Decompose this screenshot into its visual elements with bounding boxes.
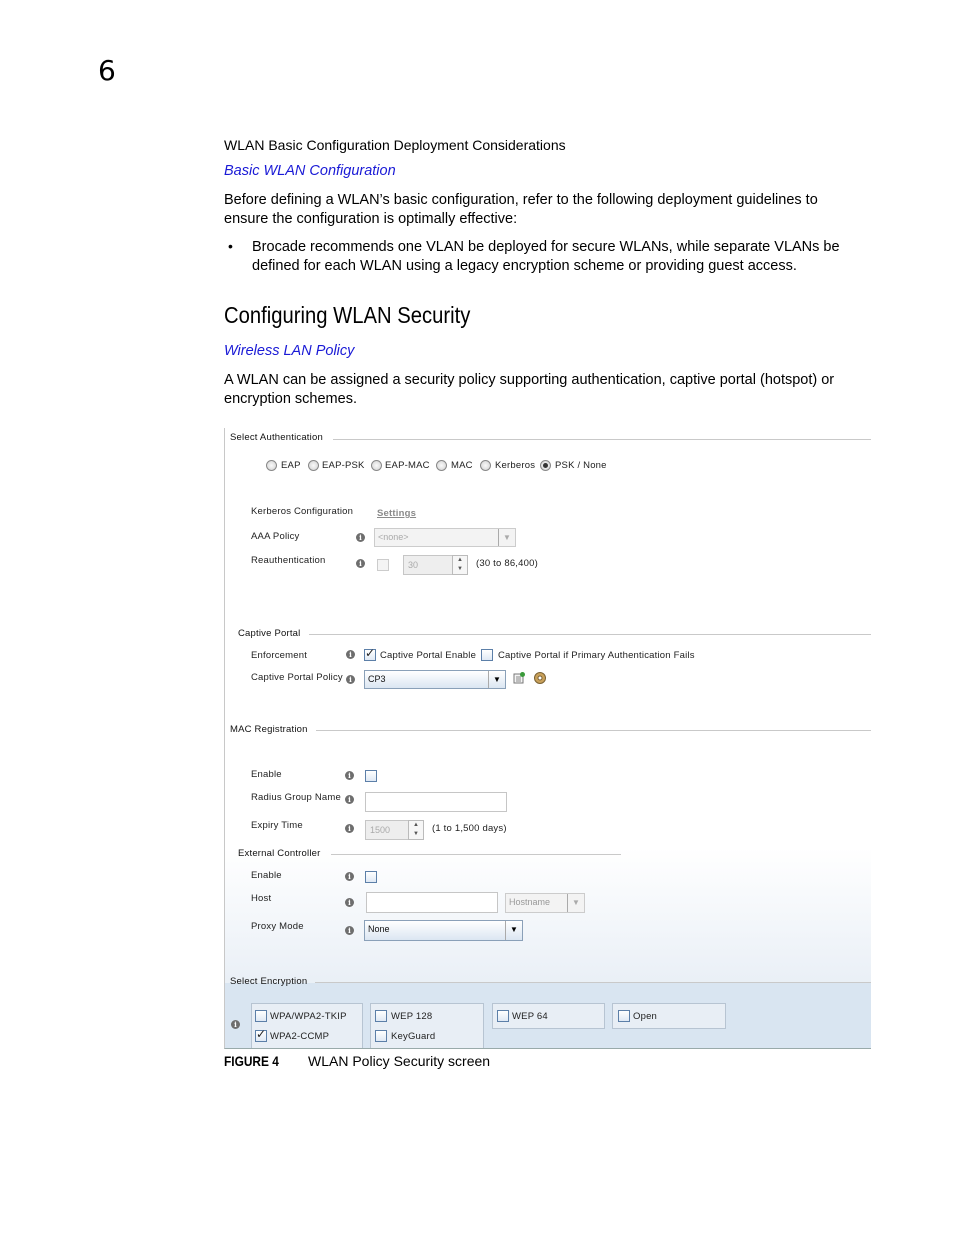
radio-kerberos[interactable] bbox=[480, 460, 491, 471]
wpa-tkip-label: WPA/WPA2-TKIP bbox=[270, 1011, 347, 1022]
figure-caption: WLAN Policy Security screen bbox=[308, 1053, 491, 1069]
captive-portal-enable-checkbox[interactable] bbox=[364, 649, 376, 661]
kerberos-config-label: Kerberos Configuration bbox=[251, 506, 354, 517]
keyguard-label: KeyGuard bbox=[391, 1031, 436, 1042]
chevron-down-icon: ▼ bbox=[567, 894, 584, 912]
security-paragraph: A WLAN can be assigned a security policy supporting authentication, captive portal (hotspot) or encryption schemes. bbox=[224, 372, 835, 407]
enforcement-label: Enforcement bbox=[251, 650, 308, 661]
captive-portal-policy-label: Captive Portal Policy bbox=[251, 672, 343, 683]
captive-portal-policy-select[interactable] bbox=[364, 670, 506, 689]
chevron-down-icon: ▼ bbox=[505, 921, 522, 940]
keyguard-checkbox[interactable] bbox=[375, 1030, 387, 1042]
info-icon: i bbox=[345, 795, 354, 804]
captive-portal-enable-label: Captive Portal Enable bbox=[380, 650, 477, 661]
radio-eap-psk-label: EAP-PSK bbox=[322, 460, 365, 471]
captive-portal-if-fail-checkbox[interactable] bbox=[481, 649, 493, 661]
reauthentication-spinner[interactable] bbox=[403, 555, 463, 575]
wep128-label: WEP 128 bbox=[391, 1011, 433, 1022]
spinner-arrows-icon[interactable]: ▲ ▼ bbox=[408, 820, 424, 840]
radius-group-name-label: Radius Group Name bbox=[251, 792, 341, 803]
info-icon: i bbox=[346, 650, 355, 659]
radio-mac-label: MAC bbox=[451, 460, 473, 471]
reauthentication-value: 30 bbox=[408, 560, 419, 570]
intro-paragraph: Before defining a WLAN’s basic configuration, refer to the following deployment guidelines to ensure the configuration is optimally effective: bbox=[224, 192, 818, 227]
select-authentication-title: Select Authentication bbox=[230, 432, 323, 443]
info-icon: i bbox=[231, 1020, 240, 1029]
kerberos-settings-link[interactable]: Settings bbox=[377, 508, 417, 519]
info-icon: i bbox=[346, 675, 355, 684]
spinner-arrows-icon[interactable]: ▲ ▼ bbox=[452, 555, 468, 575]
aaa-policy-value: <none> bbox=[378, 532, 409, 542]
gear-icon[interactable] bbox=[533, 671, 547, 685]
info-icon: i bbox=[345, 872, 354, 881]
proxy-mode-value: None bbox=[368, 924, 390, 934]
info-icon: i bbox=[356, 559, 365, 568]
aaa-policy-label: AAA Policy bbox=[251, 531, 300, 542]
wpa2-ccmp-checkbox[interactable] bbox=[255, 1030, 267, 1042]
wpa-tkip-checkbox[interactable] bbox=[255, 1010, 267, 1022]
expiry-time-range: (1 to 1,500 days) bbox=[432, 823, 507, 834]
radio-kerberos-label: Kerberos bbox=[495, 460, 536, 471]
mac-registration-title: MAC Registration bbox=[230, 724, 308, 735]
radio-psk-none[interactable] bbox=[540, 460, 551, 471]
add-policy-icon[interactable] bbox=[513, 672, 525, 684]
expiry-time-spinner[interactable] bbox=[365, 820, 419, 840]
chevron-down-icon: ▼ bbox=[488, 671, 505, 688]
chevron-down-icon: ▼ bbox=[498, 529, 515, 546]
radius-group-name-input[interactable] bbox=[365, 792, 507, 812]
mac-enable-label: Enable bbox=[251, 769, 282, 780]
radio-psk-none-label: PSK / None bbox=[555, 460, 607, 471]
radio-eap-mac-label: EAP-MAC bbox=[385, 460, 430, 471]
info-icon: i bbox=[345, 824, 354, 833]
expiry-time-label: Expiry Time bbox=[251, 820, 303, 831]
wlan-security-screenshot bbox=[224, 428, 871, 1049]
reauthentication-checkbox[interactable] bbox=[377, 559, 389, 571]
expiry-time-value: 1500 bbox=[370, 825, 391, 835]
reauthentication-range: (30 to 86,400) bbox=[476, 558, 538, 569]
open-label: Open bbox=[633, 1011, 658, 1022]
captive-portal-title: Captive Portal bbox=[238, 628, 301, 639]
radio-eap-psk[interactable] bbox=[308, 460, 319, 471]
select-encryption-title: Select Encryption bbox=[230, 976, 308, 987]
ext-enable-label: Enable bbox=[251, 870, 282, 881]
bullet-text: Brocade recommends one VLAN be deployed for secure WLANs, while separate VLANs be defined for each WLAN using a legacy encryption scheme or providing guest access. bbox=[252, 239, 840, 274]
info-icon: i bbox=[356, 533, 365, 542]
chapter-number: 6 bbox=[98, 54, 116, 87]
host-label: Host bbox=[251, 893, 272, 904]
info-icon: i bbox=[345, 771, 354, 780]
proxy-mode-select[interactable] bbox=[364, 920, 523, 941]
reauthentication-label: Reauthentication bbox=[251, 555, 326, 566]
host-type-value: Hostname bbox=[509, 897, 551, 907]
radio-eap-mac[interactable] bbox=[371, 460, 382, 471]
host-type-select[interactable] bbox=[505, 893, 585, 913]
open-checkbox[interactable] bbox=[618, 1010, 630, 1022]
radio-eap-label: EAP bbox=[281, 460, 301, 471]
external-controller-title: External Controller bbox=[238, 848, 321, 859]
wep128-checkbox[interactable] bbox=[375, 1010, 387, 1022]
wep128-encryption-group bbox=[370, 1003, 484, 1049]
section-title: Configuring WLAN Security bbox=[224, 302, 471, 328]
figure-label: FIGURE 4 bbox=[224, 1053, 279, 1069]
wpa2-ccmp-label: WPA2-CCMP bbox=[270, 1031, 330, 1042]
wep64-label: WEP 64 bbox=[512, 1011, 548, 1022]
wpa-encryption-group bbox=[251, 1003, 363, 1049]
bullet-icon: • bbox=[228, 238, 233, 254]
mac-enable-checkbox[interactable] bbox=[365, 770, 377, 782]
host-input[interactable] bbox=[366, 892, 498, 913]
proxy-mode-label: Proxy Mode bbox=[251, 921, 304, 932]
captive-portal-policy-value: CP3 bbox=[368, 674, 386, 684]
ext-enable-checkbox[interactable] bbox=[365, 871, 377, 883]
info-icon: i bbox=[345, 926, 354, 935]
aaa-policy-select[interactable] bbox=[374, 528, 516, 547]
basic-wlan-configuration-link[interactable]: Basic WLAN Configuration bbox=[224, 163, 396, 179]
section-heading: WLAN Basic Configuration Deployment Considerations bbox=[224, 137, 566, 153]
wireless-lan-policy-link[interactable]: Wireless LAN Policy bbox=[224, 343, 355, 359]
captive-portal-if-fail-label: Captive Portal if Primary Authentication Fails bbox=[498, 650, 695, 661]
radio-mac[interactable] bbox=[436, 460, 447, 471]
radio-eap[interactable] bbox=[266, 460, 277, 471]
info-icon: i bbox=[345, 898, 354, 907]
wep64-checkbox[interactable] bbox=[497, 1010, 509, 1022]
